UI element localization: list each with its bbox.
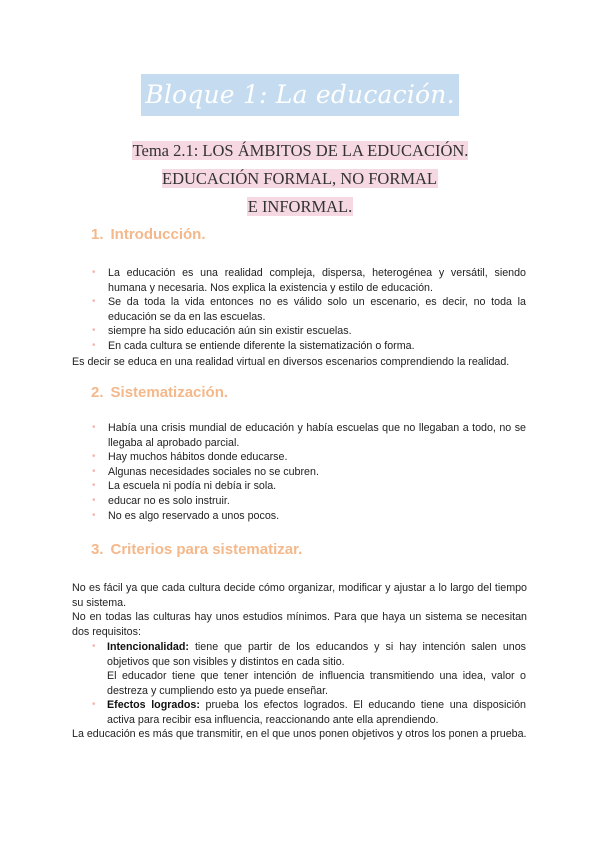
list-item: • Se da toda la vida entonces no es válido solo un escenario, es decir, no toda la educación se da en las escuelas. <box>92 295 526 324</box>
requirements-list <box>92 640 526 728</box>
requirement-text: prueba los efectos logrados. El educando tiene una disposición activa para recibir esa influencia, reaccionando ante ella aprendiendo. <box>107 699 526 726</box>
list-item: • La educación es una realidad compleja, dispersa, heterogénea y versátil, siendo humana y necesaria. Nos explica la existencia y estilo de educación. <box>92 266 526 295</box>
section-3-paragraph-1: No es fácil ya que cada cultura decide cómo organizar, modificar y ajustar a lo largo del tiempo su sistema. <box>72 582 527 609</box>
section-2-bullet-list <box>92 421 526 523</box>
list-item: • siempre ha sido educación aún sin existir escuelas. <box>92 324 526 339</box>
block-title-container <box>0 74 600 116</box>
topic-title-line1: Tema 2.1: LOS ÁMBITOS DE LA EDUCACIÓN. EDUCACIÓN FORMAL, NO FORMAL <box>132 141 469 188</box>
requirement-item <box>92 640 526 698</box>
block-title: Bloque 1: La educación. <box>141 74 459 116</box>
list-item: • educar no es solo instruir. <box>92 494 526 509</box>
section-heading-criterios: 3. Criterios para sistematizar. <box>91 541 303 558</box>
list-item: • No es algo reservado a unos pocos. <box>92 509 526 524</box>
topic-title-line2: E INFORMAL. <box>247 197 353 216</box>
requirement-item <box>92 698 526 727</box>
list-item: • La escuela ni podía ni debía ir sola. <box>92 479 526 494</box>
requirement-term: Intencionalidad: <box>107 641 189 653</box>
section-1-bullet-list <box>92 266 526 354</box>
list-item: • Algunas necesidades sociales no se cubren. <box>92 465 526 480</box>
list-item: • Había una crisis mundial de educación y había escuelas que no llegaban a todo, no se llegaba al aprobado parcial. <box>92 421 526 450</box>
closing-paragraph: La educación es más que transmitir, en el que unos ponen objetivos y otros los ponen a prueba. <box>72 728 527 740</box>
list-item: • En cada cultura se entiende diferente la sistematización o forma. <box>92 339 526 354</box>
list-item: • Hay muchos hábitos donde educarse. <box>92 450 526 465</box>
requirement-extra: El educador tiene que tener intención de influencia transmitiendo una idea, valor o destreza y cumpliendo esto ya puede enseñar. <box>107 670 526 697</box>
requirement-term: Efectos logrados: <box>107 699 200 712</box>
section-heading-sistematizacion: 2. Sistematización. <box>91 384 229 401</box>
section-heading-introduccion: 1. Introducción. <box>91 226 206 243</box>
section-1-conclusion: Es decir se educa en una realidad virtual en diversos escenarios comprendiendo la realidad. <box>72 356 510 368</box>
topic-title <box>88 137 512 221</box>
requirement-text: tiene que partir de los educandos y si hay intención salen unos objetivos que son visibles y distintos en cada sitio. <box>107 641 526 668</box>
section-3-paragraph-2: No en todas las culturas hay unos estudios mínimos. Para que haya un sistema se necesitan dos requisitos: <box>72 611 527 638</box>
